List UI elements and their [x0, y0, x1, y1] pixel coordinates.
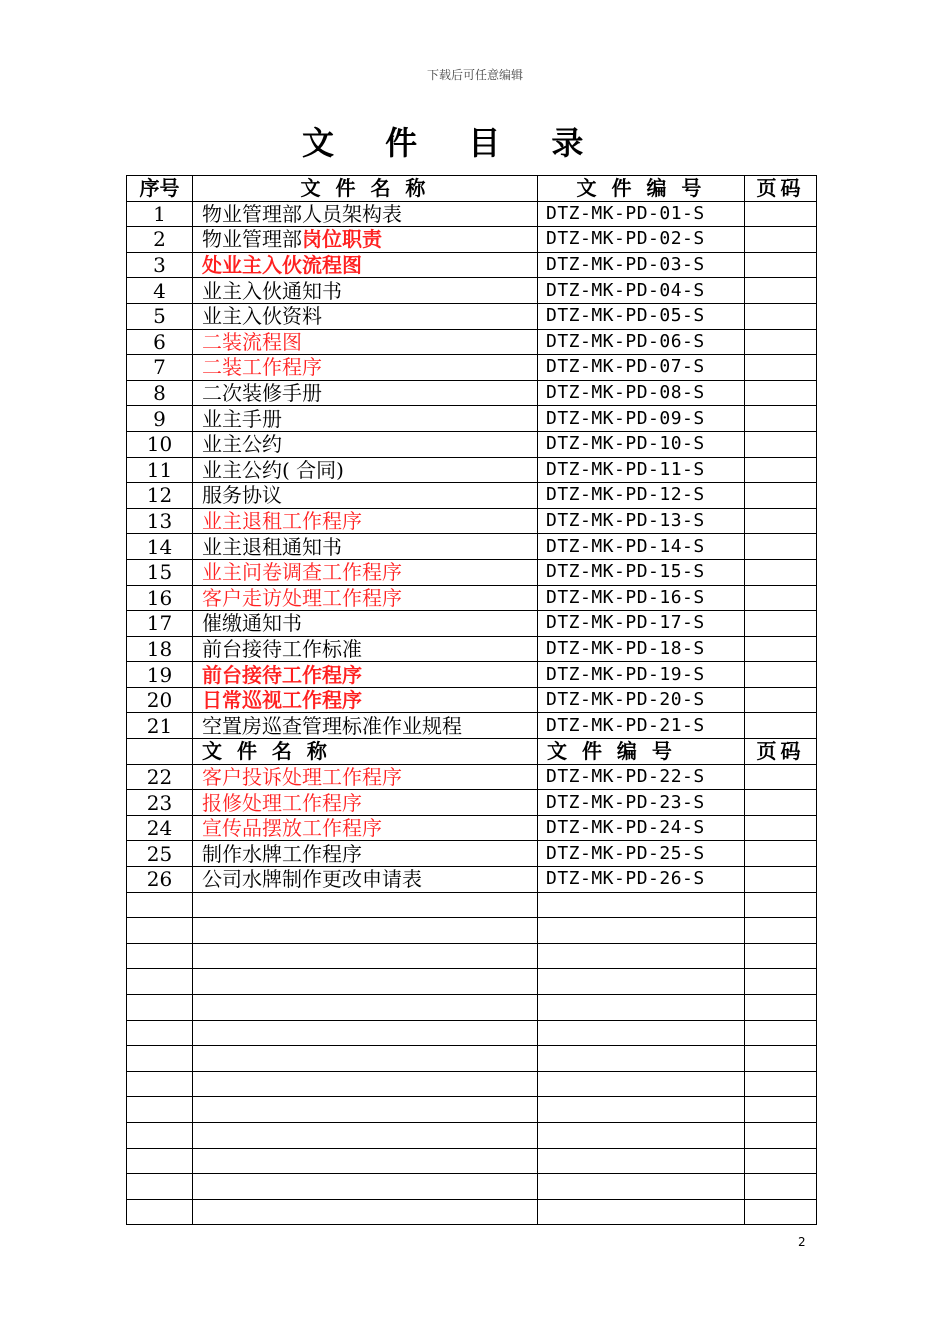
row-page	[745, 355, 817, 381]
empty-cell	[538, 943, 745, 969]
empty-cell	[538, 995, 745, 1021]
empty-cell	[193, 1046, 538, 1072]
row-number: 21	[127, 713, 193, 739]
table-row	[127, 534, 817, 560]
empty-cell	[193, 995, 538, 1021]
row-page	[745, 278, 817, 304]
empty-cell	[745, 1020, 817, 1046]
empty-row	[127, 1148, 817, 1174]
row-page	[745, 252, 817, 278]
row-file-name: 制作水牌工作程序	[193, 841, 538, 867]
row-number: 2	[127, 227, 193, 253]
table-row	[127, 764, 817, 790]
row-page	[745, 713, 817, 739]
empty-row	[127, 1174, 817, 1200]
row-file-code: DTZ-MK-PD-18-S	[538, 636, 745, 662]
empty-cell	[538, 1122, 745, 1148]
row-page	[745, 559, 817, 585]
row-file-code: DTZ-MK-PD-08-S	[538, 380, 745, 406]
table-row	[127, 252, 817, 278]
row-file-code: DTZ-MK-PD-04-S	[538, 278, 745, 304]
row-file-code: DTZ-MK-PD-24-S	[538, 815, 745, 841]
table-row	[127, 201, 817, 227]
empty-cell	[127, 918, 193, 944]
table-row	[127, 380, 817, 406]
empty-cell	[745, 995, 817, 1021]
page-title: 文 件 目 录	[302, 124, 604, 162]
empty-cell	[538, 1097, 745, 1123]
row-page	[745, 431, 817, 457]
row-number: 5	[127, 303, 193, 329]
row-file-code: DTZ-MK-PD-20-S	[538, 687, 745, 713]
row-file-code: DTZ-MK-PD-23-S	[538, 790, 745, 816]
empty-cell	[538, 1046, 745, 1072]
row-number: 18	[127, 636, 193, 662]
row-file-code: 文 件 编 号	[538, 739, 745, 765]
row-page: 页码	[745, 739, 817, 765]
row-number: 8	[127, 380, 193, 406]
row-page	[745, 815, 817, 841]
row-number: 26	[127, 867, 193, 893]
empty-cell	[127, 1046, 193, 1072]
table-row	[127, 713, 817, 739]
empty-row	[127, 943, 817, 969]
row-page	[745, 457, 817, 483]
row-page	[745, 687, 817, 713]
table-row	[127, 611, 817, 637]
row-file-name: 服务协议	[193, 483, 538, 509]
table-row	[127, 329, 817, 355]
row-number: 20	[127, 687, 193, 713]
header-note: 下载后可任意编辑	[426, 68, 523, 82]
row-number: 3	[127, 252, 193, 278]
column-header-name: 文 件 名 称	[193, 176, 538, 202]
table-header-row	[127, 176, 817, 202]
empty-cell	[127, 1199, 193, 1225]
row-file-name: 报修处理工作程序	[193, 790, 538, 816]
empty-row	[127, 1199, 817, 1225]
empty-row	[127, 892, 817, 918]
empty-cell	[127, 1122, 193, 1148]
row-file-code: DTZ-MK-PD-17-S	[538, 611, 745, 637]
table-row	[127, 457, 817, 483]
table-row	[127, 867, 817, 893]
table-row	[127, 303, 817, 329]
empty-row	[127, 1020, 817, 1046]
empty-cell	[745, 1097, 817, 1123]
empty-cell	[193, 1071, 538, 1097]
row-page	[745, 406, 817, 432]
file-name-highlight: 岗位职责	[302, 227, 382, 252]
row-file-code: DTZ-MK-PD-03-S	[538, 252, 745, 278]
row-file-name: 客户投诉处理工作程序	[193, 764, 538, 790]
empty-cell	[538, 918, 745, 944]
row-page	[745, 201, 817, 227]
row-number	[127, 739, 193, 765]
empty-cell	[193, 1020, 538, 1046]
empty-cell	[745, 969, 817, 995]
row-number: 7	[127, 355, 193, 381]
row-page	[745, 790, 817, 816]
file-name-prefix: 物业管理部	[202, 227, 302, 252]
row-file-name: 物业管理部人员架构表	[193, 201, 538, 227]
row-number: 11	[127, 457, 193, 483]
empty-cell	[193, 943, 538, 969]
table-row	[127, 790, 817, 816]
empty-cell	[538, 1148, 745, 1174]
table-row	[127, 815, 817, 841]
empty-cell	[127, 1148, 193, 1174]
row-file-code: DTZ-MK-PD-01-S	[538, 201, 745, 227]
row-file-name: 二次装修手册	[193, 380, 538, 406]
table-subheader-row	[127, 739, 817, 765]
row-page	[745, 508, 817, 534]
table-row	[127, 406, 817, 432]
row-number: 4	[127, 278, 193, 304]
empty-cell	[193, 918, 538, 944]
empty-row	[127, 995, 817, 1021]
empty-cell	[538, 1071, 745, 1097]
row-file-code: DTZ-MK-PD-25-S	[538, 841, 745, 867]
table-row	[127, 483, 817, 509]
row-file-code: DTZ-MK-PD-02-S	[538, 227, 745, 253]
table-row	[127, 841, 817, 867]
row-number: 9	[127, 406, 193, 432]
row-file-code: DTZ-MK-PD-09-S	[538, 406, 745, 432]
empty-row	[127, 1046, 817, 1072]
empty-cell	[127, 995, 193, 1021]
row-file-name: 业主入伙通知书	[193, 278, 538, 304]
empty-cell	[745, 918, 817, 944]
row-file-name: 前台接待工作标准	[193, 636, 538, 662]
row-number: 1	[127, 201, 193, 227]
row-page	[745, 380, 817, 406]
row-number: 15	[127, 559, 193, 585]
table-row	[127, 508, 817, 534]
row-file-code: DTZ-MK-PD-13-S	[538, 508, 745, 534]
row-file-name: 业主退租通知书	[193, 534, 538, 560]
empty-cell	[538, 969, 745, 995]
row-number: 6	[127, 329, 193, 355]
table-row	[127, 278, 817, 304]
empty-row	[127, 918, 817, 944]
empty-cell	[193, 969, 538, 995]
row-file-name: 二装流程图	[193, 329, 538, 355]
row-file-code: DTZ-MK-PD-22-S	[538, 764, 745, 790]
row-number: 17	[127, 611, 193, 637]
row-number: 10	[127, 431, 193, 457]
toc-table	[126, 175, 817, 1225]
row-file-code: DTZ-MK-PD-05-S	[538, 303, 745, 329]
row-file-name: 空置房巡查管理标准作业规程	[193, 713, 538, 739]
table-row	[127, 636, 817, 662]
row-page	[745, 585, 817, 611]
empty-cell	[193, 1097, 538, 1123]
row-file-code: DTZ-MK-PD-19-S	[538, 662, 745, 688]
row-file-name: 客户走访处理工作程序	[193, 585, 538, 611]
empty-cell	[745, 892, 817, 918]
table-row	[127, 662, 817, 688]
row-page	[745, 483, 817, 509]
row-file-name: 业主退租工作程序	[193, 508, 538, 534]
row-file-name: 前台接待工作程序	[193, 662, 538, 688]
row-file-name: 业主入伙资料	[193, 303, 538, 329]
row-page	[745, 227, 817, 253]
row-file-code: DTZ-MK-PD-12-S	[538, 483, 745, 509]
empty-cell	[193, 1122, 538, 1148]
empty-cell	[127, 943, 193, 969]
row-file-code: DTZ-MK-PD-07-S	[538, 355, 745, 381]
row-file-name: 业主公约( 合同)	[193, 457, 538, 483]
row-file-name: 宣传品摆放工作程序	[193, 815, 538, 841]
row-page	[745, 534, 817, 560]
row-page	[745, 329, 817, 355]
empty-row	[127, 1071, 817, 1097]
empty-cell	[127, 969, 193, 995]
empty-cell	[538, 1020, 745, 1046]
empty-cell	[127, 1020, 193, 1046]
row-number: 23	[127, 790, 193, 816]
row-number: 19	[127, 662, 193, 688]
row-page	[745, 841, 817, 867]
row-page	[745, 611, 817, 637]
row-page	[745, 662, 817, 688]
row-file-code: DTZ-MK-PD-06-S	[538, 329, 745, 355]
row-file-code: DTZ-MK-PD-26-S	[538, 867, 745, 893]
row-file-name: 业主问卷调查工作程序	[193, 559, 538, 585]
row-page	[745, 636, 817, 662]
empty-cell	[193, 1148, 538, 1174]
empty-row	[127, 1122, 817, 1148]
row-page	[745, 764, 817, 790]
column-header-page: 页码	[745, 176, 817, 202]
empty-cell	[127, 1174, 193, 1200]
row-file-name: 催缴通知书	[193, 611, 538, 637]
empty-row	[127, 969, 817, 995]
row-page	[745, 303, 817, 329]
row-file-code: DTZ-MK-PD-10-S	[538, 431, 745, 457]
empty-cell	[127, 892, 193, 918]
row-file-code: DTZ-MK-PD-21-S	[538, 713, 745, 739]
table-row	[127, 585, 817, 611]
row-file-name: 日常巡视工作程序	[193, 687, 538, 713]
row-file-name	[193, 227, 538, 253]
row-number: 16	[127, 585, 193, 611]
empty-row	[127, 1097, 817, 1123]
row-file-name: 处业主入伙流程图	[193, 252, 538, 278]
empty-cell	[745, 943, 817, 969]
row-file-code: DTZ-MK-PD-16-S	[538, 585, 745, 611]
table-row	[127, 355, 817, 381]
column-header-no: 序号	[127, 176, 193, 202]
row-file-name: 二装工作程序	[193, 355, 538, 381]
empty-cell	[745, 1122, 817, 1148]
table-row	[127, 431, 817, 457]
row-file-code: DTZ-MK-PD-14-S	[538, 534, 745, 560]
row-page	[745, 867, 817, 893]
table-row	[127, 687, 817, 713]
table-row	[127, 227, 817, 253]
row-number: 24	[127, 815, 193, 841]
empty-cell	[538, 1174, 745, 1200]
empty-cell	[745, 1148, 817, 1174]
row-file-name: 业主手册	[193, 406, 538, 432]
column-header-code: 文 件 编 号	[538, 176, 745, 202]
row-file-code: DTZ-MK-PD-15-S	[538, 559, 745, 585]
empty-cell	[193, 1174, 538, 1200]
empty-cell	[745, 1071, 817, 1097]
empty-cell	[193, 1199, 538, 1225]
row-number: 12	[127, 483, 193, 509]
empty-cell	[127, 1071, 193, 1097]
row-file-name: 文 件 名 称	[193, 739, 538, 765]
row-file-name: 公司水牌制作更改申请表	[193, 867, 538, 893]
table-row	[127, 559, 817, 585]
row-number: 14	[127, 534, 193, 560]
row-file-name: 业主公约	[193, 431, 538, 457]
row-number: 25	[127, 841, 193, 867]
empty-cell	[745, 1174, 817, 1200]
empty-cell	[745, 1199, 817, 1225]
row-number: 22	[127, 764, 193, 790]
empty-cell	[127, 1097, 193, 1123]
page-number: 2	[798, 1235, 806, 1249]
empty-cell	[538, 892, 745, 918]
empty-cell	[538, 1199, 745, 1225]
row-number: 13	[127, 508, 193, 534]
empty-cell	[193, 892, 538, 918]
row-file-code: DTZ-MK-PD-11-S	[538, 457, 745, 483]
empty-cell	[745, 1046, 817, 1072]
